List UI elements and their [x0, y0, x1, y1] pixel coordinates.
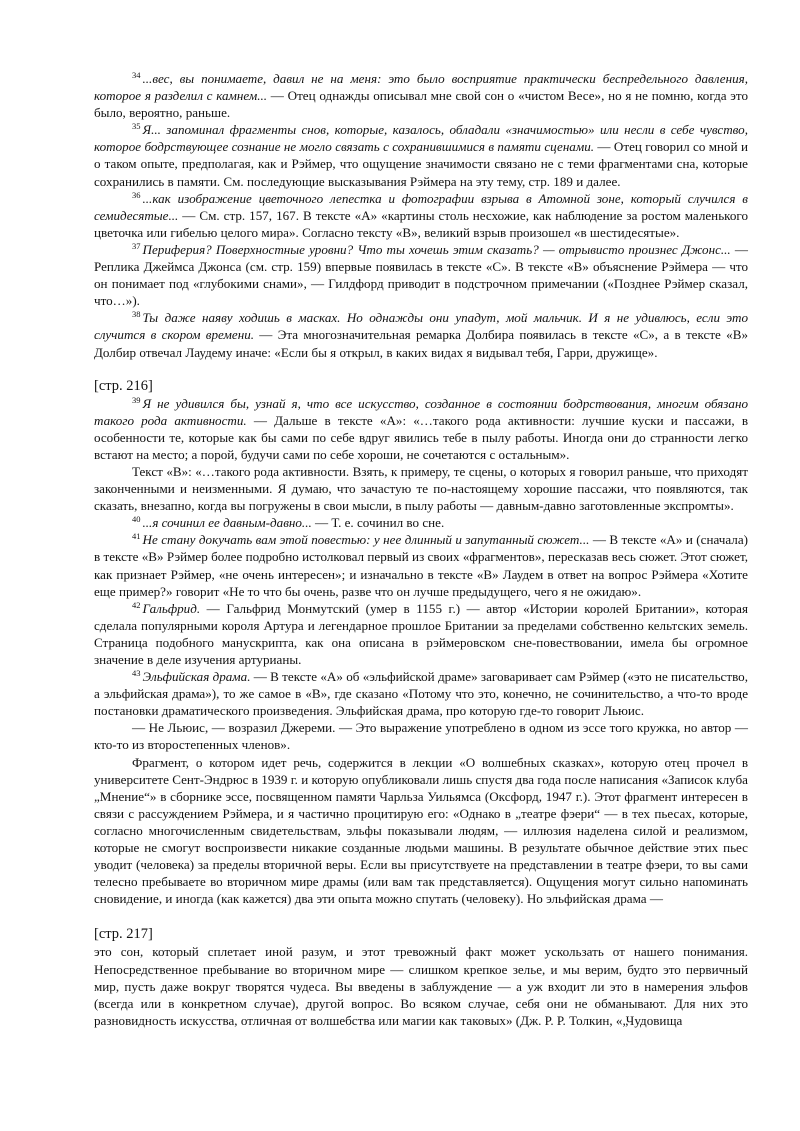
footnote-38: $^{38}$ Ты даже наяву ходишь в масках. Но однажды они упадут, мой мальчик. И я не удивлюсь, если это случится в скором времени. — Эта многозначительная ремарка Долбира появилась в тексте «С», а в тексте «В» Долбир отвечал Лаудему иначе: «Если бы я открыл, в каких видах я видывал тебя, Гарри, дружище». — [94, 309, 748, 360]
footnote-36: $^{36}$ ...как изображение цветочного лепестка и фотографии взрыва в Атомной зоне, который случился в семидесятые... — См. стр. 157, 167. В тексте «А» «картины столь несхожие, как наблюдение за ростом маленького цветочка или гибелью целого мира». Согласно тексту «В», великий взрыв произошел «в шестидесятые». — [94, 189, 748, 240]
footnote-34: $^{34}$ ...вес, вы понимаете, давил не на меня: это было восприятие практически беспредельного давления, которое я разделил с камнем... — Отец однажды описывал мне свой сон о «чистом Весе», но я не помню, когда это было, вероятно, раньше. — [94, 70, 748, 121]
document-page — [94, 70, 748, 1029]
page-marker-217: [стр. 217] — [94, 926, 153, 943]
page-217-text: это сон, который сплетает иной разум, и этот тревожный факт может ускользать от нашего понимания. Непосредственное пребывание во вторичном мире — слишком крепкое зелье, и мы верим, будто это первичный мир, пусть даже вокруг творятся чудеса. Вы введены в заблуждение — а уж входит ли это в намерения эльфов (всегда или в конкретном случае), другой вопрос. Во всяком случае, себя они не обманывают. Для них это разновидность искусства, отличная от волшебства или магии как таковых» (Дж. Р. Р. Толкин, «„Чудовища — [94, 944, 748, 1028]
footnote-43-dialogue: — Не Льюис, — возразил Джереми. — Это выражение употреблено в одном из эссе того кружка, но автор — кто-то из второстепенных членов». — [94, 720, 748, 753]
footnote-41: $^{41}$ Не стану докучать вам этой повестью: у нее длинный и запутанный сюжет... — В тексте «А» и (сначала) в тексте «В» Рэймер более подробно истолковал первый из своих «фрагментов», пересказав весь сюжет. Этот сюжет, как признает Рэймер, «не очень интересен»; и изначально в тексте «В» Лаудем в ответ на вопрос Рэймера «Хотите еще пример?» говорит «Не то что бы очень, разве что он лучше предыдущего, чего я не ожидаю». — [94, 531, 748, 599]
footnote-37: $^{37}$ Периферия? Поверхностные уровни? Что ты хочешь этим сказать? — отрывисто произнес Джонс... — Реплика Джеймса Джонса (см. стр. 159) впервые появилась в тексте «С». В тексте «В» объяснение Рэймера — что он понимает под «глубокими снами», — Гилдфорд приводит в подстрочном примечании («Позднее Рэймер сказал, что…»). — [94, 240, 748, 309]
footnote-39-continuation: Текст «В»: «…такого рода активности. Взять, к примеру, те сцены, о которых я говорил раньше, что приходят законченными и неизменными. Я думаю, что зачастую те по-настоящему хорошие пассажи, что появляются, так сказать, внезапно, когда вы погружены в свои мысли, в пылу работы — давным-давно заготовленные экспромты». — [94, 463, 748, 514]
footnote-35: $^{35}$ Я... запоминал фрагменты снов, которые, казалось, обладали «значимостью» или несли в себе чувство, которое бодрствующее сознание не могло связать с сохранившимися в памяти сценами. — Отец говорил со мной и о таком опыте, предполагая, как и Рэймер, что ощущение значимости связано не с теми фрагментами сна, которые сохранились в памяти. См. последующие высказывания Рэймера на эту тему, стр. 189 и далее. — [94, 121, 748, 189]
footnote-39: $^{39}$ Я не удивился бы, узнай я, что все искусство, созданное в состоянии бодрствования, многим обязано такого рода активности. — Дальше в тексте «А»: «…такого рода активности: лучшие куски и пассажи, в особенности те, которые как бы сами по себе вдруг явились тебе в пылу работы. Иногда они до странности легко встают на место; а порой, будучи сами по себе хороши, не сочетаются с остальным». — [94, 394, 748, 462]
footnote-40: $^{40}$ ...я сочинил ее давным-давно... — Т. е. сочинил во сне. — [132, 514, 445, 531]
footnote-42: $^{42}$ Гальфрид. — Гальфрид Монмутский (умер в 1155 г.) — автор «Истории королей Британии», которая сделала популярными короля Артура и легендарное прошлое Британии за пределами собственно кельтских земель. Страница подобного манускрипта, как она описана в рэймеровском сне-повествовании, имела бы огромное значение в деле изучения артурианы. — [94, 599, 748, 667]
footnote-43: $^{43}$ Эльфийская драма. — В тексте «А» об «эльфийской драме» заговаривает сам Рэймер («это не писательство, а эльфийская драма»), то же самое в «В», где сказано «Потому что это, конечно, не сочинительство, а что-то вроде постановки драматического произведения. Эльфийская драма, про которую где-то говорит Льюис. — [94, 668, 748, 719]
footnote-43-commentary: Фрагмент, о котором идет речь, содержится в лекции «О волшебных сказках», которую отец прочел в университете Сент-Эндрюс в 1939 г. и которую опубликовали лишь спустя два года после написания «Записок клуба „Мнение“» в сборнике эссе, посвященном памяти Чарльза Уильямса (Оксфорд, 1947 г.). Этот фрагмент интересен в связи с рассуждением Рэймера, и я частично процитирую его: «Однако в „театре фэери“ — в тех пьесах, которые, согласно многочисленным свидетельствам, эльфы показывали людям, — иллюзия наделена силой и реализмом, которые не смогут воспроизвести никакие созданные людьми машины. В результате обычное действие этих пьес уводит (человека) за пределы вторичной веры. Если вы присутствуете на представлении в театре фэери, то вы сами телесно пребываете во вторичном мире драмы (или вам так представляется). Ощущения могут сильно напоминать сновидение, и иногда (как кажется) два эти опыта можно спутать (человеку). Но эльфийская драма — — [94, 754, 748, 907]
page-marker-216: [стр. 216] — [94, 377, 153, 394]
